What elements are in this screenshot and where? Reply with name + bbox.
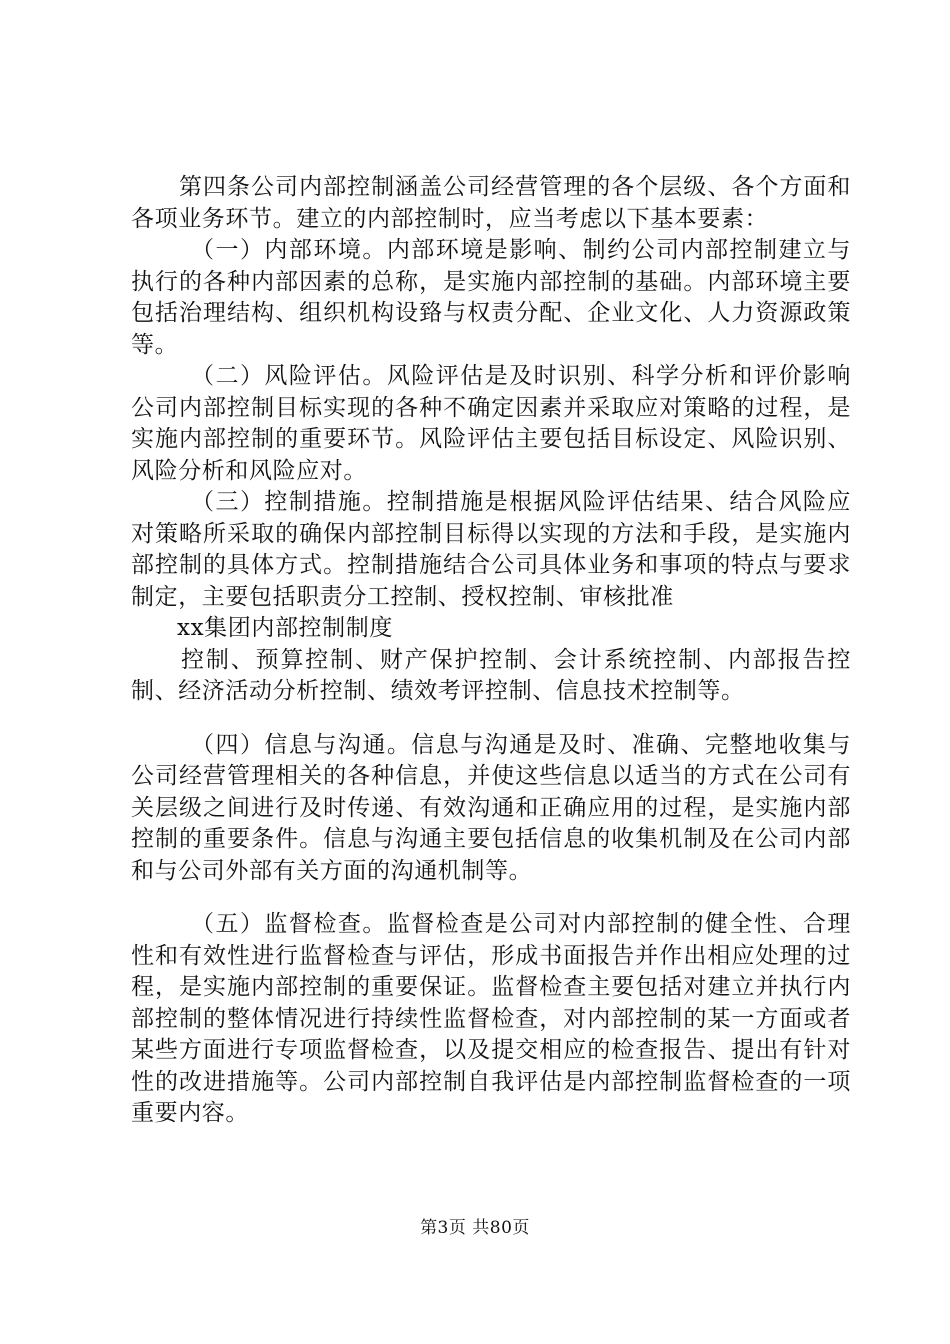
running-header: xx集团内部控制制度 [177,615,393,641]
paragraph-risk-assessment: （二）风险评估。风险评估是及时识别、科学分析和评价影响公司内部控制目标实现的各种不确定因素并采取应对策略的过程，是实施内部控制的重要环节。风险评估主要包括目标设定、风险识别、风险分析和风险应对。 [131,363,851,484]
body-text [131,172,851,1130]
paragraph-internal-environment: （一）内部环境。内部环境是影响、制约公司内部控制建立与执行的各种内部因素的总称，是实施内部控制的基础。内部环境主要包括治理结构、组织机构设臵与权责分配、企业文化、人力资源政策等。 [131,237,851,358]
paragraph-article-4: 第四条公司内部控制涵盖公司经营管理的各个层级、各个方面和各项业务环节。建立的内部控制时，应当考虑以下基本要素： [131,174,851,232]
page-number-footer: 第3页 共80页 [420,1218,530,1238]
paragraph-information-communication: （四）信息与沟通。信息与沟通是及时、准确、完整地收集与公司经营管理相关的各种信息，并使这些信息以适当的方式在公司有关层级之间进行及时传递、有效沟通和正确应用的过程，是实施内部控制的重要条件。信息与沟通主要包括信息的收集机制及在公司内部和与公司外部有关方面的沟通机制等。 [131,731,851,884]
paragraph-supervision-inspection: （五）监督检查。监督检查是公司对内部控制的健全性、合理性和有效性进行监督检查与评估，形成书面报告并作出相应处理的过程，是实施内部控制的重要保证。监督检查主要包括对建立并执行内部控制的整体情况进行持续性监督检查，对内部控制的某一方面或者某些方面进行专项监督检查，以及提交相应的检查报告、提出有针对性的改进措施等。公司内部控制自我评估是内部控制监督检查的一项重要内容。 [131,911,851,1126]
paragraph-gap [131,708,851,730]
paragraph-control-measures: （三）控制措施。控制措施是根据风险评估结果、结合风险应对策略所采取的确保内部控制目标得以实现的方法和手段，是实施内部控制的具体方式。控制措施结合公司具体业务和事项的特点与要求制定，主要包括职责分工控制、授权控制、审核批准 [131,489,851,610]
paragraph-control-measures-continued: 控制、预算控制、财产保护控制、会计系统控制、内部报告控制、经济活动分析控制、绩效考评控制、信息技术控制等。 [131,646,851,704]
paragraph-gap [131,887,851,909]
